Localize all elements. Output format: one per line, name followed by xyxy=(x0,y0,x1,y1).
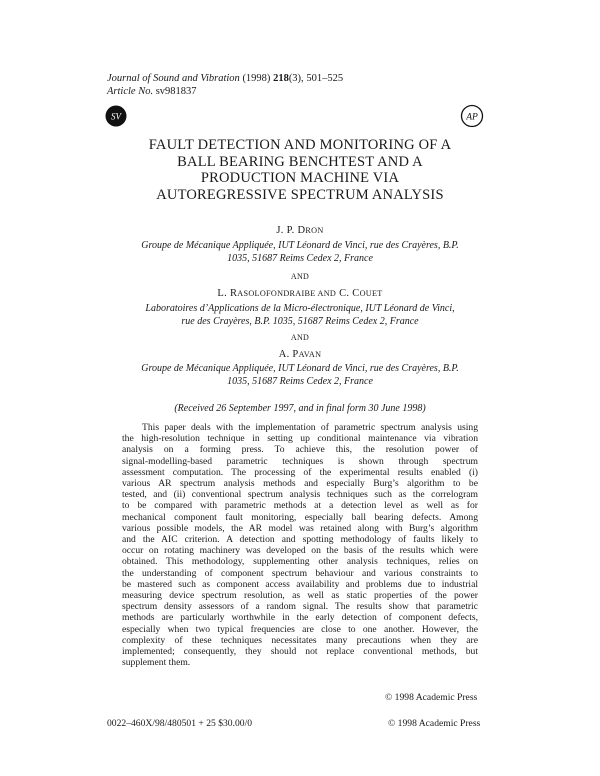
abstract-line: and the AIC criterion. A detection and spotting methodology of faults likely to xyxy=(122,534,478,546)
abstract-line: to be compared with parametric methods at a detection level as well as for xyxy=(122,500,478,512)
abstract-line: especially when two typical frequencies are close to one another. However, the xyxy=(122,623,478,635)
abstract-line: assessment computation. The processing of the experimental results enabled (i) xyxy=(122,466,478,478)
journal-year: (1998) xyxy=(242,73,271,84)
abstract-line: various AR spectrum analysis methods and especially Burg’s algorithm to be xyxy=(122,478,478,490)
abstract-line: spectrum density assessors of a random signal. The results show that parametric xyxy=(122,601,478,613)
abstract-line: supplement them. xyxy=(122,657,191,669)
affiliation-3: Groupe de Mécanique Appliquée, IUT Léonard de Vinci, rue des Crayères, B.P. 1035, 51687 Reims Cedex 2, France xyxy=(141,363,459,387)
abstract-line: mechanical component fault monitoring, especially ball bearing defects. Among xyxy=(122,511,478,523)
received-date: (Received 26 September 1997, and in final form 30 June 1998) xyxy=(174,403,426,414)
abstract-copyright: © 1998 Academic Press xyxy=(385,692,478,703)
ap-logo-text: AP xyxy=(466,112,478,123)
abstract-line: various possible models, the AR model was retained along with Burg’s algorithm xyxy=(122,522,478,534)
title-line: AUTOREGRESSIVE SPECTRUM ANALYSIS xyxy=(156,186,444,203)
author-1: J. P. DRON xyxy=(276,225,324,236)
title-line: PRODUCTION MACHINE VIA xyxy=(200,170,400,186)
abstract-line: analysis on a forming press. To achieve this, the resolution power of xyxy=(122,444,478,456)
title-line: BALL BEARING BENCHTEST AND A xyxy=(177,153,423,170)
footer-copyright: © 1998 Academic Press xyxy=(388,718,481,729)
article-number: sv981837 xyxy=(155,86,197,97)
abstract-line: be mastered such as component access availability and problems due to industrial xyxy=(122,578,478,590)
paper-title xyxy=(100,137,500,203)
abstract xyxy=(122,422,478,668)
journal-citation xyxy=(107,72,343,98)
journal-issue: (3), xyxy=(288,73,304,84)
affiliation-1: Groupe de Mécanique Appliquée, IUT Léonard de Vinci, rue des Crayères, B.P. 1035, 51687 Reims Cedex 2, France xyxy=(141,240,459,264)
abstract-line: obtained. This methodology, supplementing other analysis techniques, relies on xyxy=(122,556,478,568)
article-label: Article No. xyxy=(107,86,154,97)
abstract-line: implemented; consequently, they should not replace conventional methods, but xyxy=(122,646,478,658)
author-4: A. PAVAN xyxy=(278,349,322,360)
abstract-line: occur on rotating machinery was developed on the basis of the results which were xyxy=(122,545,478,557)
abstract-line: the high-resolution technique in setting up conditional maintenance via vibration xyxy=(122,433,478,445)
sv-logo-text: SV xyxy=(111,111,121,122)
journal-pages: 501–525 xyxy=(306,73,344,84)
and-separator-1: AND xyxy=(290,272,310,281)
ap-logo-icon xyxy=(460,104,484,128)
sv-logo-icon xyxy=(105,105,127,127)
abstract-line: tested, and (ii) conventional spectrum analysis techniques such as the correlogram xyxy=(122,489,478,501)
affiliation-2: Laboratoires d’Applications de la Micro-électronique, IUT Léonard de Vinci, rue des Crayères, B.P. 1035, 51687 Reims Cedex 2, France xyxy=(145,303,455,327)
abstract-line: complexity of these techniques necessitates many precautions when they are xyxy=(122,634,478,646)
journal-volume: 218 xyxy=(273,73,289,84)
abstract-line: the understanding of component spectrum behaviour and various constraints to xyxy=(122,567,478,579)
abstract-line: measuring device spectrum resolution, as well as static properties of the power xyxy=(122,590,478,602)
footer-code: 0022–460X/98/480501 + 25 $30.00/0 xyxy=(107,718,253,729)
abstract-line: signal-modelling-based parametric techniques is shown through spectrum xyxy=(122,455,478,467)
abstract-line: methods are particularly worthwhile in the early detection of component defects, xyxy=(122,612,478,624)
abstract-line: This paper deals with the implementation of parametric spectrum analysis using xyxy=(142,422,478,433)
and-separator-2: AND xyxy=(290,333,310,342)
author-2-3: L. RASOLOFONDRAIBE AND C. COUET xyxy=(217,288,383,299)
title-line: FAULT DETECTION AND MONITORING OF A xyxy=(148,137,452,153)
journal-name: Journal of Sound and Vibration xyxy=(107,73,240,84)
